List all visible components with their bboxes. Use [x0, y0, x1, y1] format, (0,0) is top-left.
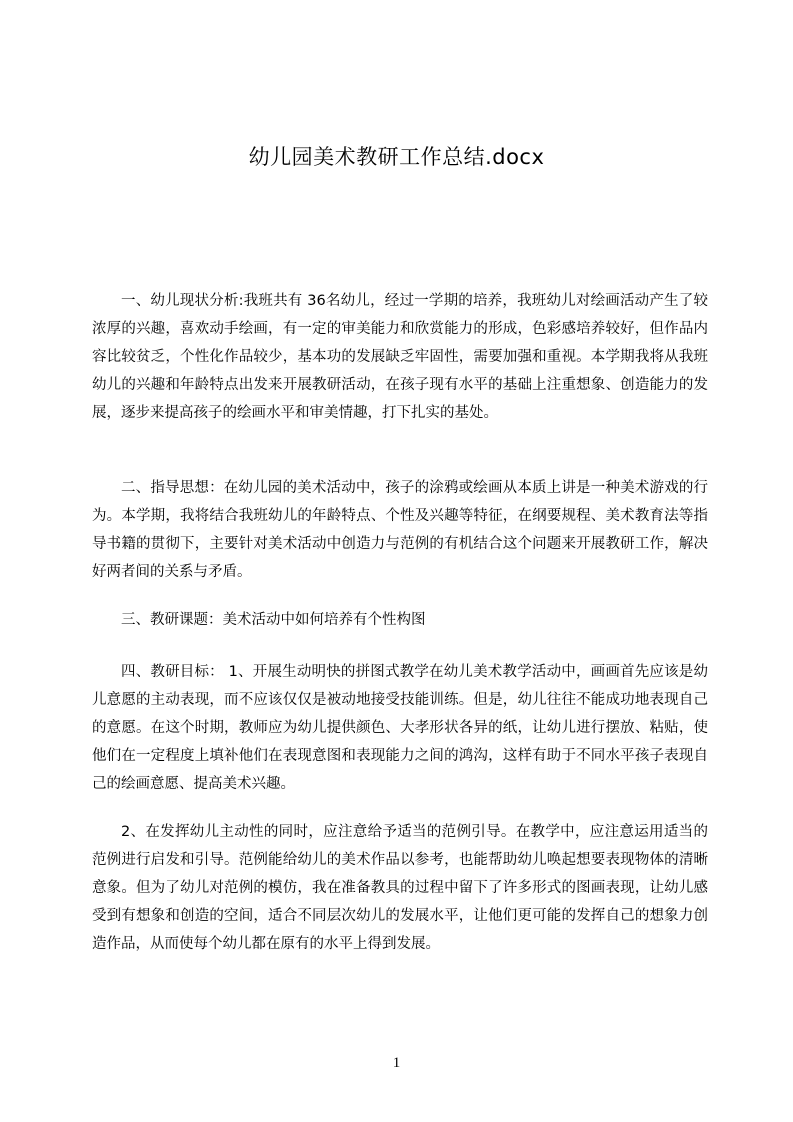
paragraph-research-topic: 三、教研课题：美术活动中如何培养有个性构图 [121, 612, 426, 628]
paragraph-guiding-ideology: 二、指导思想：在幼儿园的美术活动中，孩子的涂鸦或绘画从本质上讲是一种美术游戏的行为。本学期，我将结合我班幼儿的年龄特点、个性及兴趣等特征，在纲要规程、美术教育法等指导书籍的贯彻下，主要针对美术活动中创造力与范例的有机结合这个问题来开展教研工作，解决好两者间的关系与矛盾。 [92, 480, 708, 580]
paragraph-current-status: 一、幼儿现状分析:我班共有 36名幼儿，经过一学期的培养，我班幼儿对绘画活动产生了较浓厚的兴趣，喜欢动手绘画，有一定的审美能力和欣赏能力的形成，色彩感培养较好，但作品内容比较贫乏，个性化作品较少，基本功的发展缺乏牢固性，需要加强和重视。本学期我将从我班幼儿的兴趣和年龄特点出发来开展教研活动，在孩子现有水平的基础上注重想象、创造能力的发展，逐步来提高孩子的绘画水平和审美情趣，打下扎实的基处。 [92, 293, 708, 421]
page-number: 1 [392, 1055, 401, 1071]
paragraph-research-goals: 四、教研目标： 1、开展生动明快的拼图式教学在幼儿美术教学活动中，画画首先应该是幼儿意愿的主动表现，而不应该仅仅是被动地接受技能训练。但是，幼儿往往不能成功地表现自己的意愿。在这个时期，教师应为幼儿提供颜色、大孝形状各异的纸，让幼儿进行摆放、粘贴，使他们在一定程度上填补他们在表现意图和表现能力之间的鸿沟，这样有助于不同水平孩子表现自己的绘画意愿、提高美术兴趣。 [92, 664, 708, 792]
paragraph-example-guidance: 2、在发挥幼儿主动性的同时，应注意给予适当的范例引导。在教学中，应注意运用适当的范例进行启发和引导。范例能给幼儿的美术作品以参考，也能帮助幼儿唤起想要表现物体的清晰意象。但为了幼儿对范例的模仿，我在准备教具的过程中留下了许多形式的图画表现，让幼儿感受到有想象和创造的空间，适合不同层次幼儿的发展水平，让他们更可能的发挥自己的想象力创造作品，从而使每个幼儿都在原有的水平上得到发展。 [92, 824, 708, 952]
document-title: 幼儿园美术教研工作总结.docx [248, 145, 545, 169]
